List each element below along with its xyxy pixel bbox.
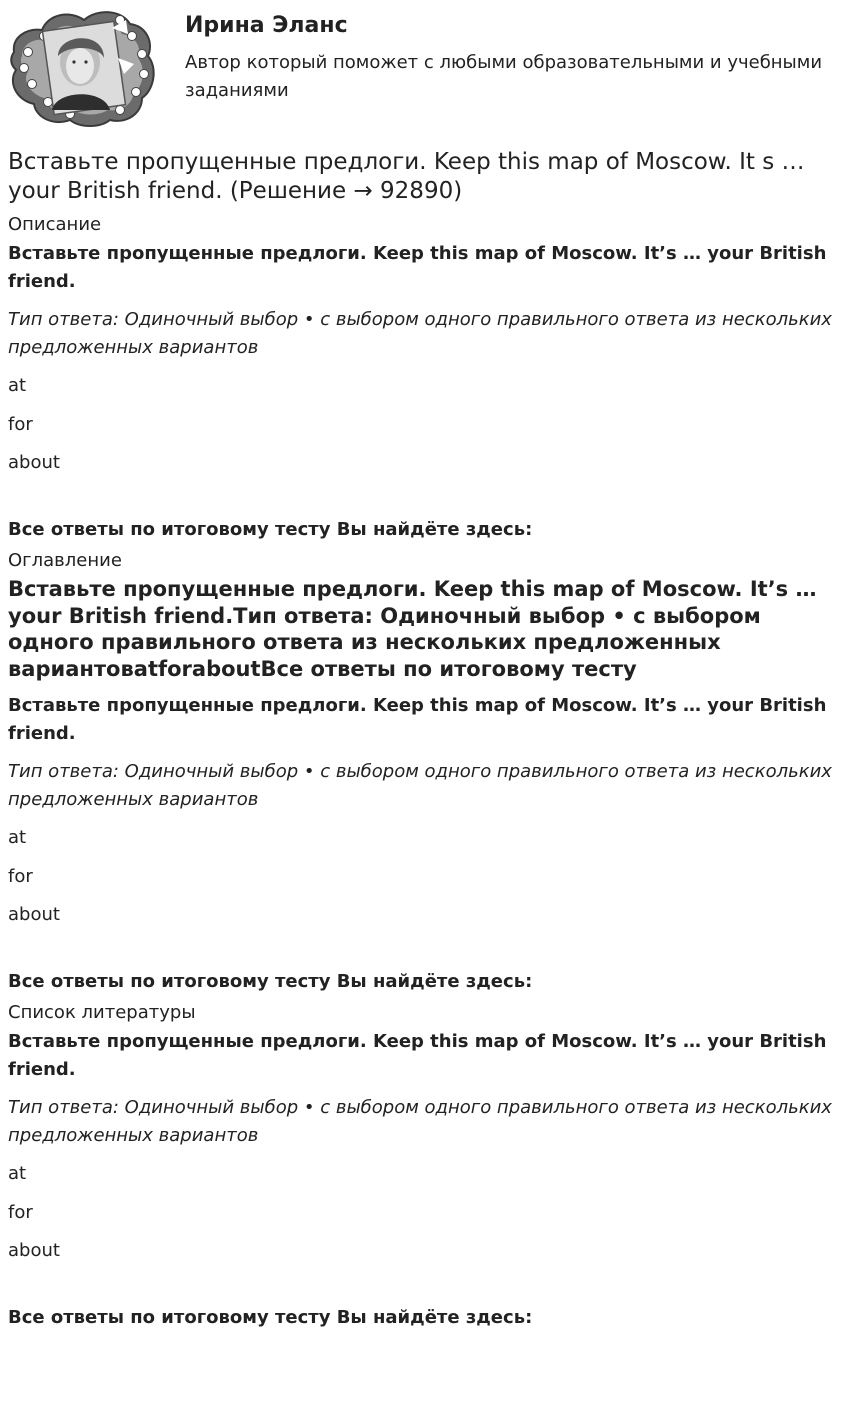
author-avatar[interactable] [8, 6, 156, 128]
page-title-line-1: Вставьте пропущенные предлоги. Keep this map of Moscow. It s … [8, 149, 805, 175]
question-text: Вставьте пропущенные предлоги. Keep this map of Moscow. It’s … your British friend. [8, 1031, 827, 1080]
description-section [8, 214, 839, 544]
toc-label: Оглавление [8, 550, 122, 571]
author-description: Автор который поможет с любыми образовательными и учебными заданиями [185, 52, 823, 101]
toc-heading: Вставьте пропущенные предлоги. Keep this map of Moscow. It’s … your British friend.Тип ответа: Одиночный выбор • с выбором одного правильного ответа из нескольких предложенных вариантовatforaboutВсе ответы по итоговому тесту [8, 577, 817, 681]
literature-label: Список литературы [8, 1002, 196, 1023]
toc-section [8, 550, 839, 996]
answer-type: Тип ответа: Одиночный выбор • с выбором одного правильного ответа из нескольких предложенных вариантов [8, 761, 832, 810]
all-answers-text: Все ответы по итоговому тесту Вы найдёте здесь: [8, 1307, 533, 1328]
option-about: about [8, 452, 60, 473]
option-about: about [8, 1240, 60, 1261]
author-name[interactable]: Ирина Эланс [185, 13, 348, 38]
all-answers-text: Все ответы по итоговому тесту Вы найдёте здесь: [8, 519, 533, 540]
page-title [8, 148, 839, 206]
option-about: about [8, 904, 60, 925]
literature-section [8, 1002, 839, 1332]
question-text: Вставьте пропущенные предлоги. Keep this map of Moscow. It’s … your British friend. [8, 243, 827, 292]
answer-type: Тип ответа: Одиночный выбор • с выбором одного правильного ответа из нескольких предложенных вариантов [8, 309, 832, 358]
option-for: for [8, 413, 33, 435]
option-for: for [8, 865, 33, 887]
all-answers-text: Все ответы по итоговому тесту Вы найдёте здесь: [8, 971, 533, 992]
answer-type: Тип ответа: Одиночный выбор • с выбором одного правильного ответа из нескольких предложенных вариантов [8, 1097, 832, 1146]
option-for: for [8, 1201, 33, 1223]
author-block [8, 0, 839, 128]
page-title-line-2: your British friend. (Решение → 92890) [8, 178, 463, 204]
question-text: Вставьте пропущенные предлоги. Keep this map of Moscow. It’s … your British friend. [8, 695, 827, 744]
option-at: at [8, 375, 27, 396]
option-at: at [8, 827, 27, 848]
description-label: Описание [8, 214, 102, 235]
option-at: at [8, 1163, 27, 1184]
